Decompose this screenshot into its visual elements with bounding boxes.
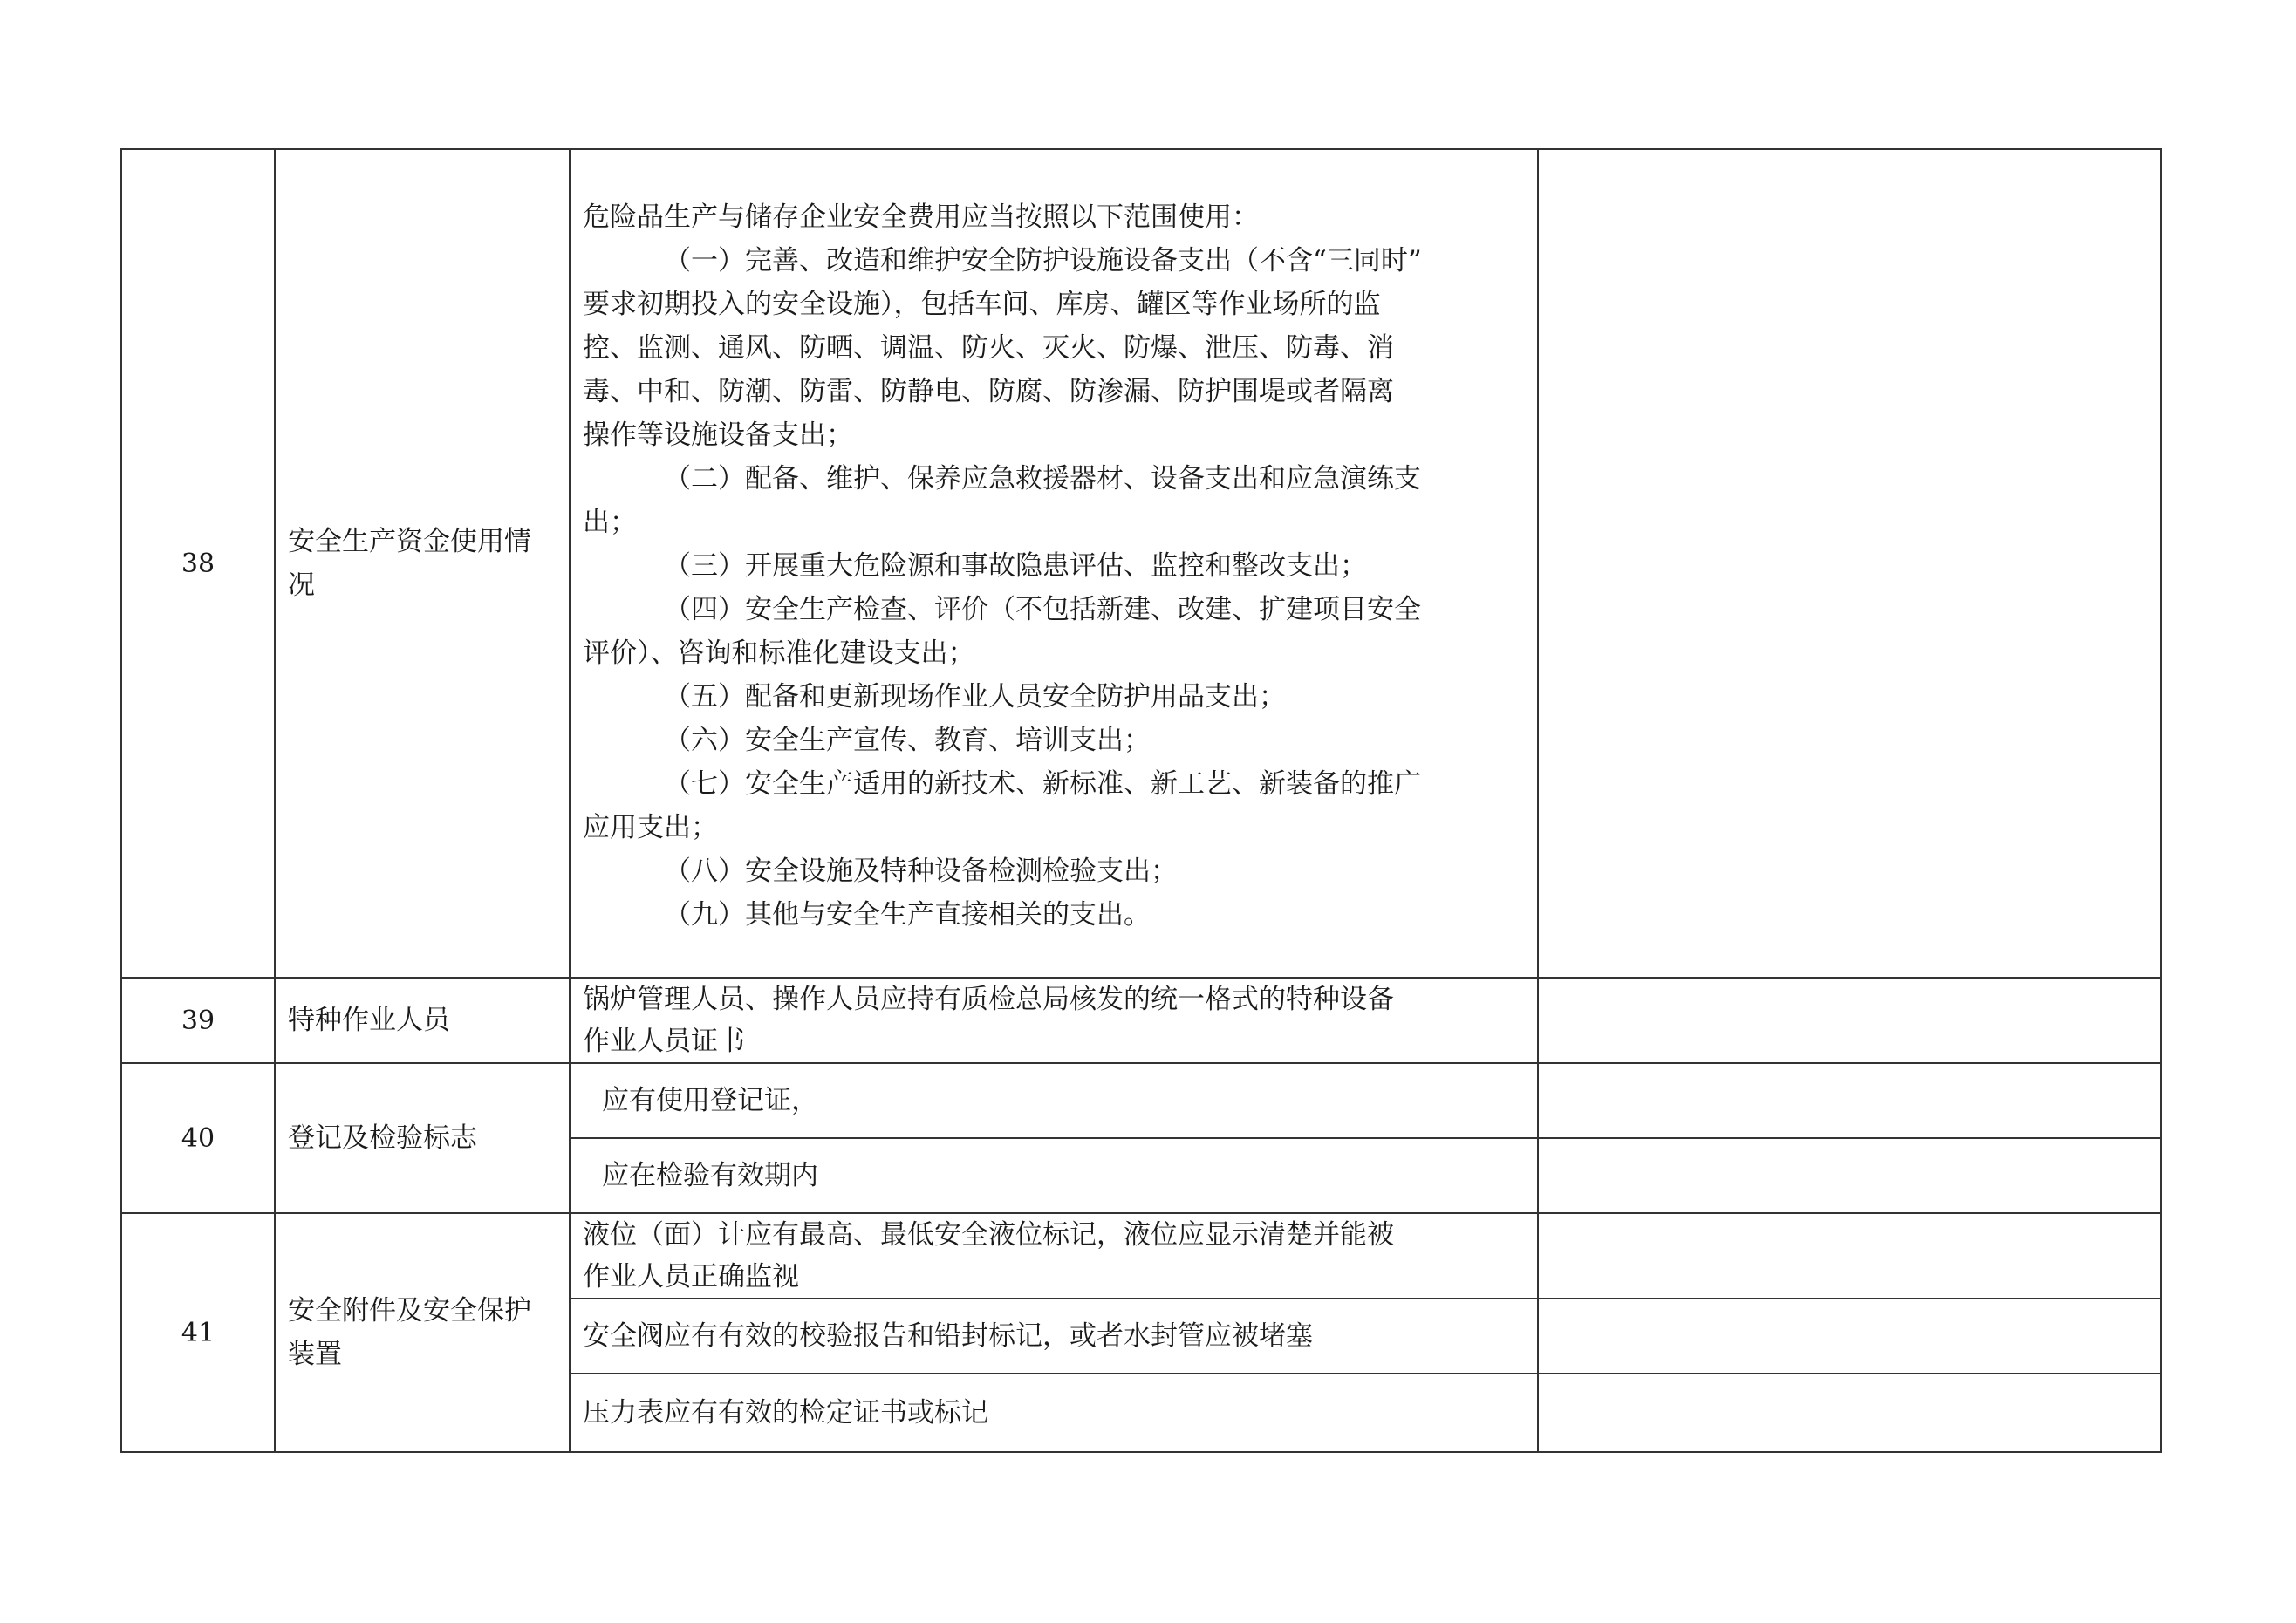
requirement-cell [570, 1213, 1538, 1299]
row-number: 41 [121, 1213, 275, 1452]
requirement-line: （五）配备和更新现场作业人员安全防护用品支出； [664, 681, 1286, 713]
requirement-line: 液位（面）计应有最高、最低安全液位标记，液位应显示清楚并能被 [583, 1219, 1394, 1251]
requirement-cell [570, 149, 1538, 978]
requirement-line: （一）完善、改造和维护安全防护设施设备支出（不含“三同时” [664, 245, 1422, 276]
requirement-cell: 应在检验有效期内 [570, 1138, 1538, 1213]
requirement-cell [570, 978, 1538, 1063]
requirement-line: 毒、中和、防潮、防雷、防静电、防腐、防渗漏、防护围堤或者隔离 [583, 376, 1394, 407]
table-row [121, 1213, 2161, 1299]
item-name: 安全生产资金使用情况 [275, 149, 570, 978]
requirement-cell: 压力表应有有效的检定证书或标记 [570, 1374, 1538, 1452]
requirement-line: 应用支出； [583, 812, 718, 843]
requirement-line: （七）安全生产适用的新技术、新标准、新工艺、新装备的推广 [664, 768, 1421, 800]
requirement-line: （二）配备、维护、保养应急救援器材、设备支出和应急演练支 [664, 463, 1421, 494]
result-cell[interactable] [1538, 1213, 2161, 1299]
requirement-line: 锅炉管理人员、操作人员应持有质检总局核发的统一格式的特种设备 [583, 984, 1394, 1015]
requirement-cell: 安全阀应有有效的校验报告和铅封标记，或者水封管应被堵塞 [570, 1299, 1538, 1374]
row-number: 40 [121, 1063, 275, 1213]
result-cell[interactable] [1538, 978, 2161, 1063]
requirement-line: （九）其他与安全生产直接相关的支出。 [664, 899, 1151, 931]
item-name: 特种作业人员 [275, 978, 570, 1063]
table-row [121, 1063, 2161, 1138]
requirement-line: （三）开展重大危险源和事故隐患评估、监控和整改支出； [664, 550, 1367, 582]
result-cell[interactable] [1538, 1374, 2161, 1452]
requirement-line: 作业人员证书 [583, 1026, 745, 1057]
table-row [121, 149, 2161, 978]
row-number: 38 [121, 149, 275, 978]
requirement-line: 操作等设施设备支出； [583, 419, 853, 451]
item-name: 登记及检验标志 [275, 1063, 570, 1213]
table-row [121, 978, 2161, 1063]
requirement-line: 作业人员正确监视 [583, 1261, 799, 1292]
result-cell[interactable] [1538, 149, 2161, 978]
requirement-cell: 应有使用登记证， [570, 1063, 1538, 1138]
requirement-line: （四）安全生产检查、评价（不包括新建、改建、扩建项目安全 [664, 594, 1421, 625]
inspection-table [120, 148, 2162, 1453]
requirement-line: （八）安全设施及特种设备检测检验支出； [664, 856, 1178, 887]
item-name: 安全附件及安全保护装置 [275, 1213, 570, 1452]
requirement-line: 控、监测、通风、防晒、调温、防火、灭火、防爆、泄压、防毒、消 [583, 332, 1394, 364]
requirement-line: （六）安全生产宣传、教育、培训支出； [664, 725, 1151, 756]
requirement-line: 评价）、咨询和标准化建设支出； [583, 638, 975, 669]
requirement-line: 要求初期投入的安全设施），包括车间、库房、罐区等作业场所的监 [583, 289, 1381, 320]
row-number: 39 [121, 978, 275, 1063]
requirement-line: 危险品生产与储存企业安全费用应当按照以下范围使用： [583, 201, 1259, 233]
result-cell[interactable] [1538, 1138, 2161, 1213]
requirement-line: 出； [583, 507, 637, 538]
result-cell[interactable] [1538, 1063, 2161, 1138]
result-cell[interactable] [1538, 1299, 2161, 1374]
